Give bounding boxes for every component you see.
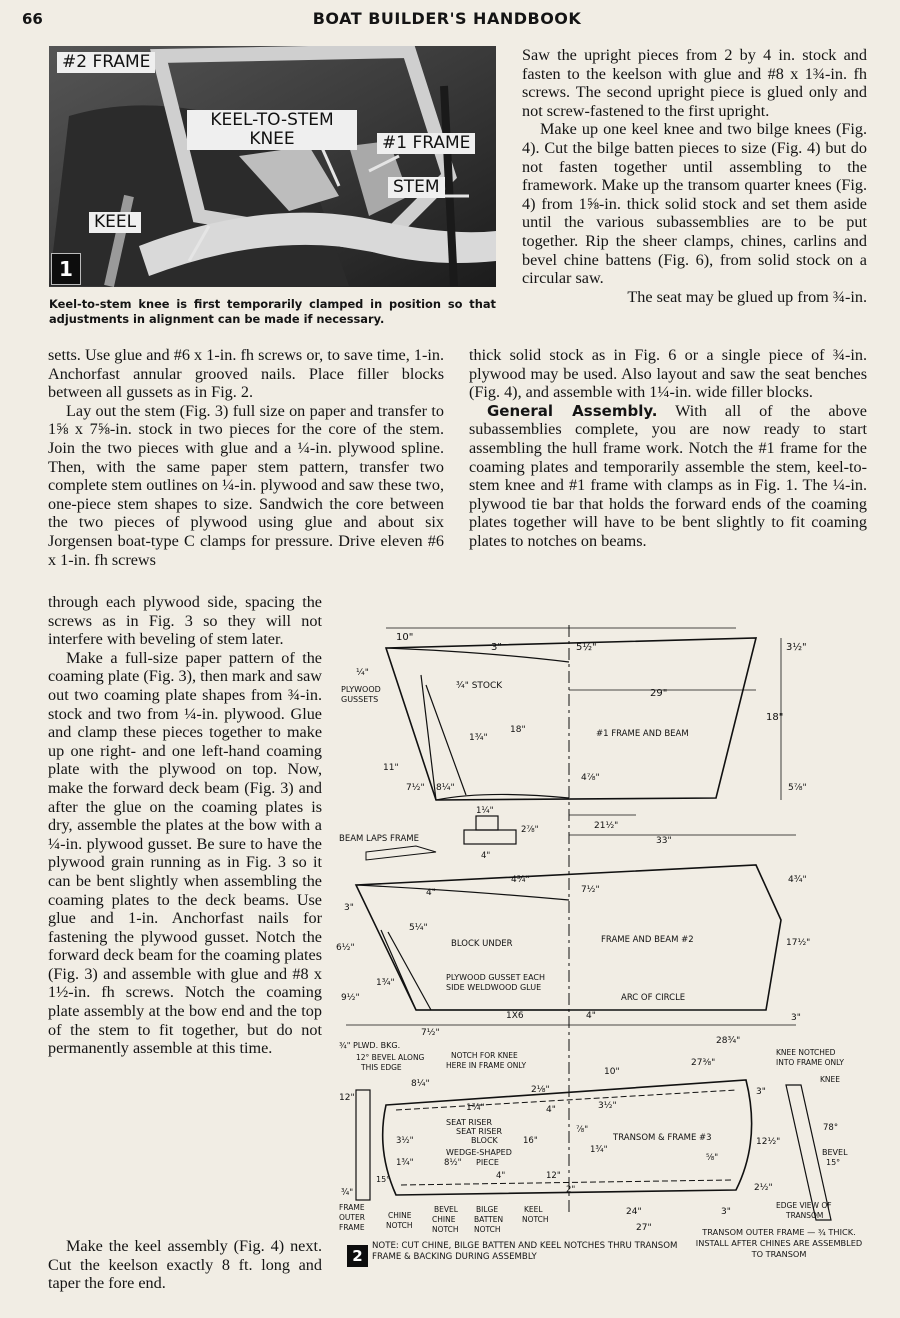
dim: 4": [546, 1105, 556, 1115]
dim: SIDE WELDWOOD GLUE: [446, 983, 542, 992]
dim: BEVEL: [434, 1205, 458, 1214]
dim: 9½": [341, 993, 360, 1003]
dim: 4": [481, 851, 491, 861]
dim: 12": [546, 1171, 561, 1181]
dim: 2⅞": [521, 825, 539, 835]
dim: 3½": [598, 1101, 617, 1111]
dim: 10": [396, 632, 414, 643]
dim: WEDGE-SHAPED: [446, 1148, 512, 1157]
dim: 28¾": [716, 1036, 741, 1046]
paragraph: through each plywood side, spacing the screws as in Fig. 3 so they will not interfere with beveling of stem later.: [48, 593, 322, 649]
dim: 8½": [444, 1158, 462, 1168]
right-column-top: [522, 46, 867, 306]
dim: 5½": [576, 642, 597, 653]
dim: 27⅜": [691, 1058, 716, 1068]
dim: 4¾": [788, 875, 807, 885]
dim: ¾" PLWD. BKG.: [339, 1041, 401, 1050]
dim: 6½": [336, 943, 355, 953]
dim: EDGE VIEW OF: [776, 1201, 832, 1210]
dim: 1X6: [506, 1011, 524, 1021]
dim: PLYWOOD: [341, 685, 381, 694]
dim: NOTCH: [432, 1225, 459, 1234]
paragraph: Make the keel assembly (Fig. 4) next. Cut the keelson exactly 8 ft. long and taper the fore end.: [48, 1237, 322, 1293]
dim: 5¼": [409, 923, 428, 933]
dim: 21½": [594, 821, 619, 831]
dim: 11": [383, 763, 399, 773]
dim: 2": [566, 1185, 576, 1195]
paragraph: Lay out the stem (Fig. 3) full size on paper and transfer to 1⅝ x 7⅝-in. stock in two pieces for the core of the stem. Join the two pieces with glue and a ¼-in. plywood spline. Then, with the same paper stem pattern, transfer two complete stem outlines on ¼-in. plywood and saw these two, one-piece stem shapes to size. Sandwich the core between the two pieces of plywood using glue and about six Jorgensen boat-type C clamps for pressure. Drive eleven #6 x 1-in. fh screws: [48, 401, 444, 569]
dim: 3": [756, 1087, 766, 1097]
dim: 29": [650, 688, 668, 699]
figure-1-photo: [49, 46, 496, 287]
general-assembly-paragraph: [469, 402, 867, 551]
dim: 2⅛": [531, 1085, 550, 1095]
dim: ¼": [356, 668, 369, 678]
dim: 27": [636, 1223, 652, 1233]
dim: BLOCK: [471, 1136, 498, 1145]
frame-1-title: #1 FRAME AND BEAM: [596, 729, 689, 739]
dim: 7½": [406, 783, 425, 793]
dim: 3": [721, 1207, 731, 1217]
left-column-bottom: [48, 1237, 322, 1293]
dim: FRAME: [339, 1203, 365, 1212]
dim: CHINE: [432, 1215, 456, 1224]
dim: OUTER: [339, 1213, 365, 1222]
dim: SEAT RISER: [456, 1127, 503, 1136]
paragraph: Make up one keel knee and two bilge knees (Fig. 4). Cut the bilge batten pieces to size (Fig. 4) but do not fasten together until assembling to the framework. Make up the transom quarter knees (Fig. 4) from 1⅝-in. thick solid stock and set them aside until the various subassemblies are to be put together. Rip the sheer clamps, chines, carlins and bevel chine battens (Fig. 6), from solid stock on a circular saw.: [522, 120, 867, 288]
label-frame-1: #1 FRAME: [377, 133, 475, 154]
dim: ⅝": [706, 1153, 719, 1163]
dim: 4⅞": [581, 773, 600, 783]
dim: 1¾": [469, 733, 488, 743]
paragraph: thick solid stock as in Fig. 6 or a single piece of ¾-in. plywood may be used. Also layout and saw the seat benches (Fig. 4), and assemble with 1¼-in. wide filler blocks.: [469, 346, 867, 402]
figure-1-number: 1: [51, 253, 81, 285]
dim: THIS EDGE: [361, 1063, 402, 1072]
dim: 1¾": [590, 1145, 608, 1155]
dim: BATTEN: [474, 1215, 504, 1224]
photo-illustration: [49, 46, 496, 287]
transom-note: TRANSOM OUTER FRAME — ¾ THICK. INSTALL AFTER CHINES ARE ASSEMBLED TO TRANSOM: [695, 1227, 863, 1259]
dim: ARC OF CIRCLE: [621, 993, 686, 1003]
dim: 1¼": [476, 806, 494, 816]
dim: 4": [586, 1011, 596, 1021]
left-column-narrow: [48, 593, 322, 1058]
dim: ¾" STOCK: [456, 681, 503, 691]
right-column-main: [469, 346, 867, 551]
frame-drawings: [336, 620, 866, 1270]
figure-2-diagram: [336, 620, 866, 1270]
dim: 8¼": [411, 1079, 430, 1089]
dim: KNEE: [820, 1075, 841, 1084]
label-stem: STEM: [388, 177, 445, 198]
dim: SEAT RISER: [446, 1118, 493, 1127]
figure-2-number: 2: [347, 1245, 368, 1267]
dim: 4": [426, 888, 436, 898]
frame-2-title: FRAME AND BEAM #2: [601, 935, 694, 945]
general-assembly-text: With all of the above subassemblies complete, you are now ready to start assembling the hull frame work. Notch the #1 frame for the coaming plates and temporarily assemble the stem, keel-to-stem knee and #1 frame with clamps as in Fig. 1. The ¼-in. plywood tie bar that holds the forward ends of the coaming plates together will have to be bent slightly to fit coaming plates to notches on beams.: [469, 401, 867, 550]
dim: 1¾": [396, 1158, 414, 1168]
dim: ⅞": [576, 1125, 589, 1135]
frame-1-outline: [386, 638, 756, 800]
label-frame-2: #2 FRAME: [57, 52, 155, 73]
dim: 3": [791, 1013, 801, 1023]
dim: 8¼": [436, 783, 455, 793]
dim: HERE IN FRAME ONLY: [446, 1061, 527, 1070]
dim: 3½": [396, 1136, 414, 1146]
dim: NOTCH: [474, 1225, 501, 1234]
dim: BEVEL: [822, 1148, 848, 1157]
dim: TRANSOM: [786, 1211, 824, 1220]
dim: NOTCH: [522, 1215, 549, 1224]
dim: 7½": [581, 885, 600, 895]
dim: 3½": [786, 642, 807, 653]
dim: 12½": [756, 1137, 781, 1147]
dim: 10": [604, 1067, 620, 1077]
dim: ¾": [341, 1188, 354, 1198]
dim: 15°: [376, 1175, 391, 1184]
general-assembly-heading: General Assembly.: [487, 401, 658, 420]
paragraph: Saw the upright pieces from 2 by 4 in. stock and fasten to the keelson with glue and #8 x 1¾-in. fh screws. The second upright piece is glued only and not screw-fastened to the first upright.: [522, 46, 867, 120]
dim: 12": [339, 1093, 355, 1103]
dim: 7½": [421, 1028, 440, 1038]
beam-laps-label: BEAM LAPS FRAME: [339, 834, 419, 844]
dim: 4¾": [511, 875, 530, 885]
frame-3-title: TRANSOM & FRAME #3: [613, 1133, 712, 1143]
figure-1-caption: Keel-to-stem knee is first temporarily clamped in position so that adjustments in alignment can be made if necessary.: [49, 297, 496, 326]
dim: 1¾": [466, 1103, 485, 1113]
running-title: BOAT BUILDER'S HANDBOOK: [312, 9, 582, 28]
dim: 12° BEVEL ALONG: [356, 1053, 425, 1062]
dim: GUSSETS: [341, 695, 379, 704]
label-keel: KEEL: [89, 212, 141, 233]
dim: 33": [656, 836, 672, 846]
paragraph: Make a full-size paper pattern of the coaming plate (Fig. 3), then mark and saw out two coaming plate shapes from ¾-in. stock and two from ¼-in. plywood. Glue and clamp these pieces together to make up one right- and one left-hand coaming plate with the plywood on top. Now, make the forward deck beam (Fig. 3) and after the glue on the coaming plates is dry, assemble the plates at the bow with a ¼-in. plywood gusset. Be sure to have the plywood grain running as in Fig. 3 so it can be bent slightly when assembling the coaming plates to the deck beams. Use glue and 1-in. Anchorfast nails for fastening the plywood gusset. Notch the forward deck beam for the coaming plates (Fig. 3) and assemble with glue and #8 x 1½-in. fh screws. Notch the coaming plate assembly at the bow end and the top of the stem to fit together, but do not permanently assemble at this time.: [48, 648, 322, 1058]
dim: BILGE: [476, 1205, 499, 1214]
dim: FRAME: [339, 1223, 365, 1232]
dim: PLYWOOD GUSSET EACH: [446, 973, 545, 982]
dim: KEEL: [524, 1205, 543, 1214]
paragraph: The seat may be glued up from ¾-in.: [627, 287, 867, 306]
paragraph: setts. Use glue and #6 x 1-in. fh screws or, to save time, 1-in. Anchorfast annular grooved nails. Place filler blocks between all gussets as in Fig. 2.: [48, 346, 444, 402]
dim: 3": [491, 642, 502, 653]
dim: 15°: [826, 1158, 841, 1167]
dim: 18": [766, 712, 784, 723]
dim: 1¾": [376, 978, 395, 988]
dim: 5⅞": [788, 783, 807, 793]
figure-2-note: NOTE: CUT CHINE, BILGE BATTEN AND KEEL NOTCHES THRU TRANSOM FRAME & BACKING DURING ASSEMBLY: [372, 1241, 678, 1262]
page-number: 66: [22, 10, 43, 28]
dim: KNEE NOTCHED: [776, 1048, 836, 1057]
dim: NOTCH FOR KNEE: [451, 1051, 518, 1060]
dim: BLOCK UNDER: [451, 939, 513, 949]
left-column-main: [48, 346, 444, 569]
dim: PIECE: [476, 1158, 499, 1167]
dim: 18": [510, 725, 526, 735]
dim: 24": [626, 1207, 642, 1217]
dim: INTO FRAME ONLY: [776, 1058, 844, 1067]
dim: 3": [344, 903, 354, 913]
dim: 17½": [786, 938, 811, 948]
dim: NOTCH: [386, 1221, 413, 1230]
dim: 16": [523, 1136, 538, 1146]
dim: 78°: [823, 1123, 839, 1133]
dim: 2½": [754, 1183, 773, 1193]
dim: 4": [496, 1171, 506, 1181]
label-keel-to-stem-knee: KEEL-TO-STEM KNEE: [187, 110, 357, 150]
page-header: [22, 8, 872, 30]
dim: CHINE: [388, 1211, 412, 1220]
